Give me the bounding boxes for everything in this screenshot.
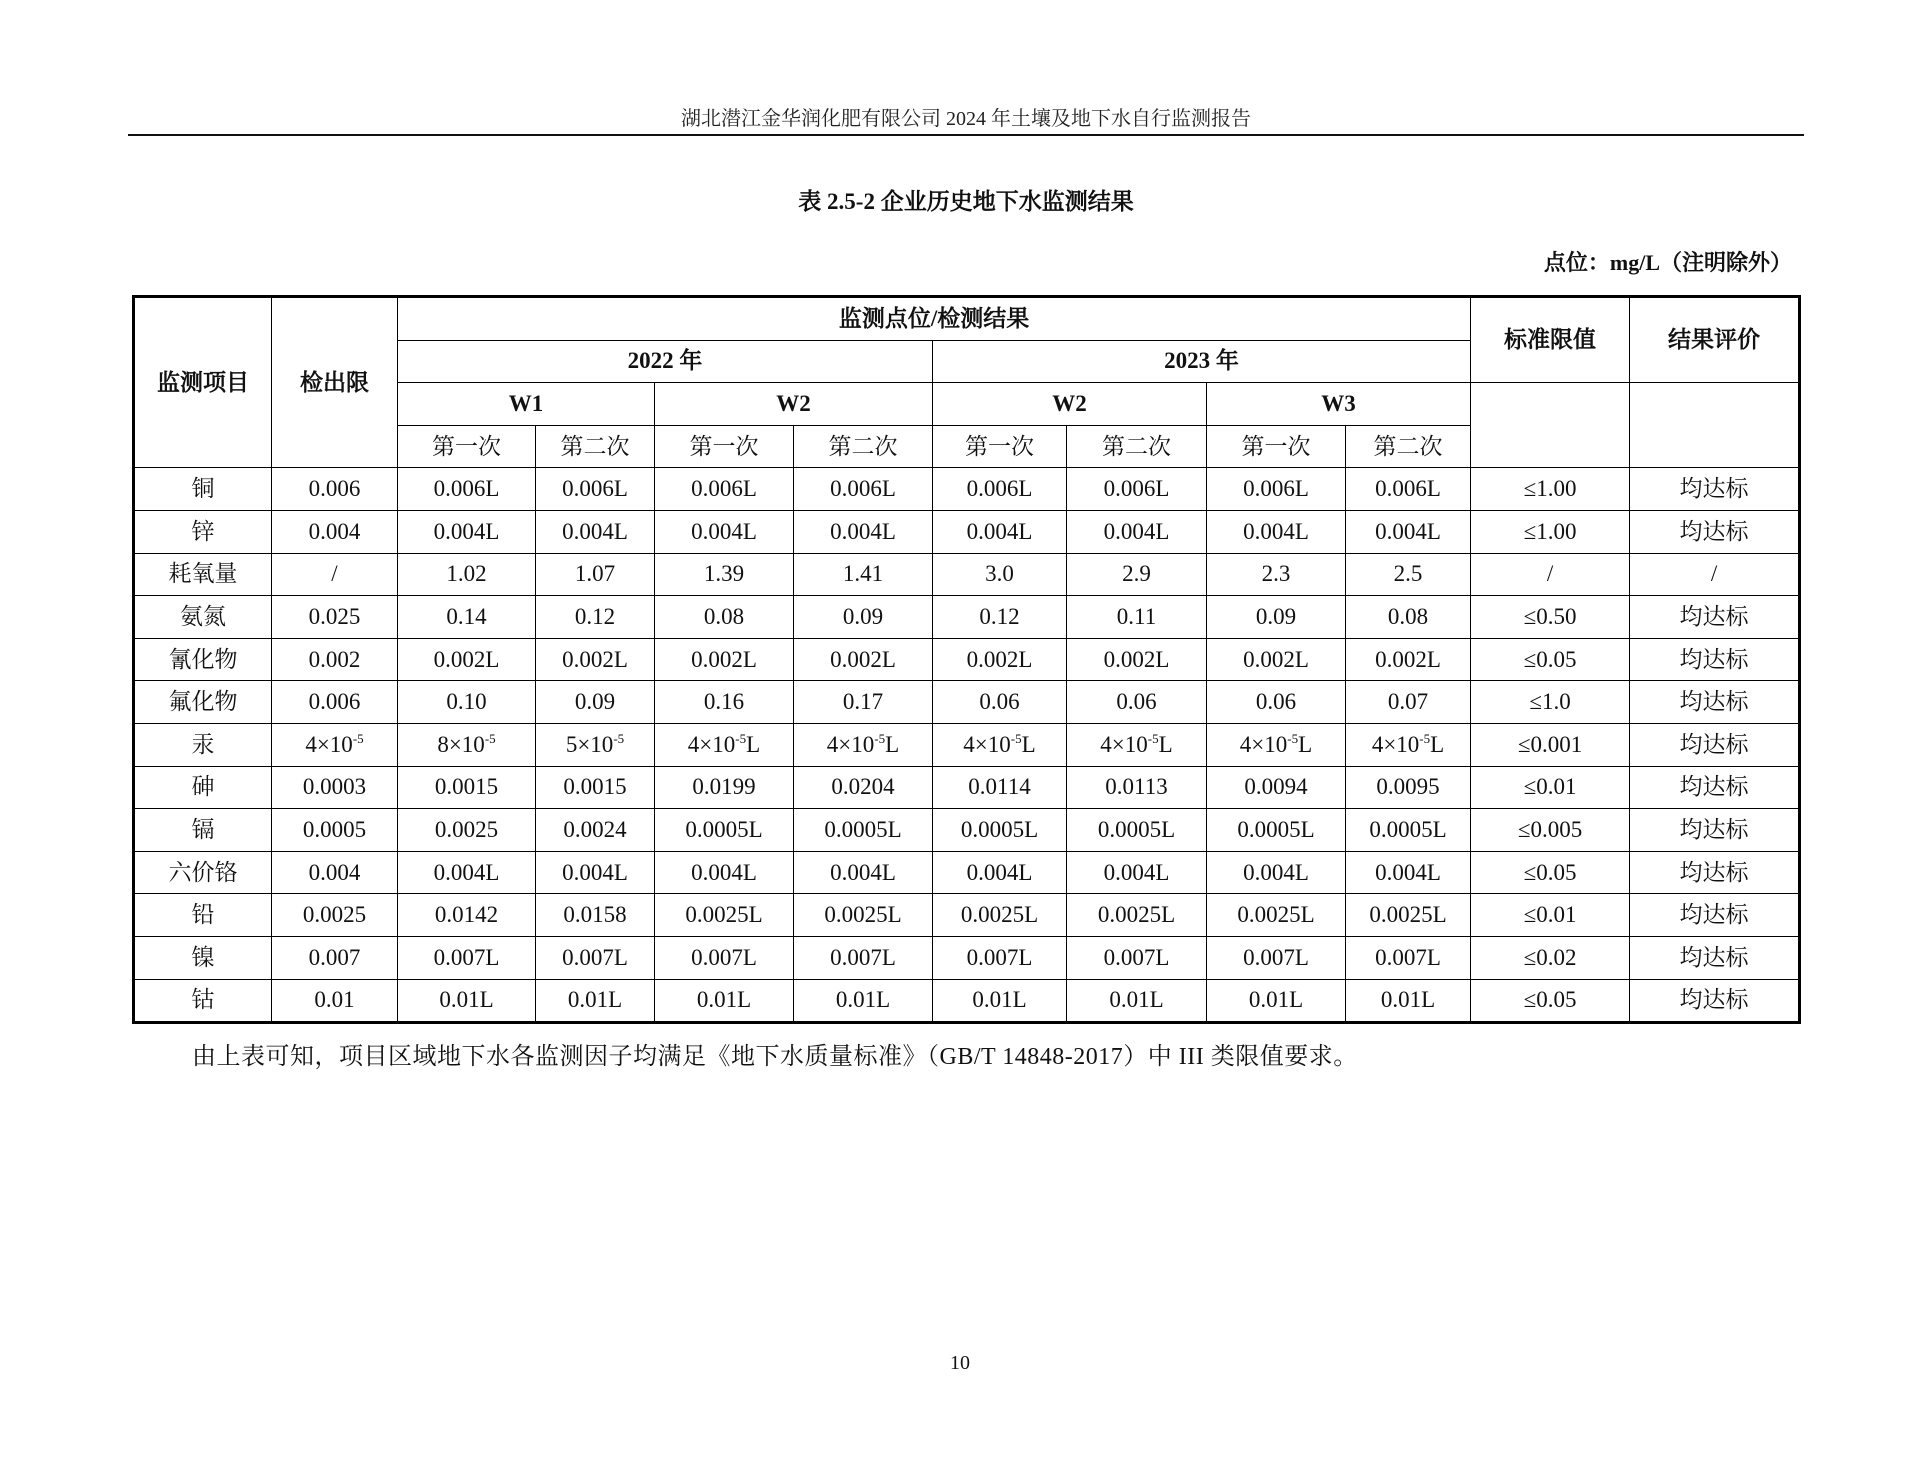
value-cell bbox=[1067, 723, 1207, 766]
value-suffix: L bbox=[1298, 731, 1313, 757]
value-cell: 1.02 bbox=[398, 553, 536, 596]
value-suffix: L bbox=[1430, 731, 1445, 757]
evaluation-cell: 均达标 bbox=[1630, 681, 1800, 724]
table-body bbox=[134, 297, 1800, 1023]
standard-cell: ≤0.50 bbox=[1471, 596, 1630, 639]
value-cell: 0.004L bbox=[933, 510, 1067, 553]
value-cell: 0.007L bbox=[1207, 936, 1346, 979]
evaluation-cell: 均达标 bbox=[1630, 468, 1800, 511]
value-cell: 0.007L bbox=[536, 936, 655, 979]
value-cell: 0.004L bbox=[1346, 510, 1471, 553]
table-row bbox=[134, 851, 1800, 894]
value-cell: 0.004L bbox=[655, 851, 794, 894]
value-base: 4×10 bbox=[305, 731, 353, 757]
value-cell: 0.0025L bbox=[1067, 894, 1207, 937]
value-cell: 0.0158 bbox=[536, 894, 655, 937]
value-cell: 0.004L bbox=[1067, 510, 1207, 553]
value-cell: 0.01L bbox=[655, 979, 794, 1023]
header-round: 第一次 bbox=[655, 425, 794, 468]
value-cell: 0.002L bbox=[1346, 638, 1471, 681]
value-suffix: L bbox=[885, 731, 900, 757]
value-base: 4×10 bbox=[826, 731, 875, 757]
value-exponent: -5 bbox=[1287, 730, 1299, 746]
table-row bbox=[134, 723, 1800, 766]
item-cell: 氨氮 bbox=[134, 596, 272, 639]
header-evaluation-blank bbox=[1630, 383, 1800, 468]
value-cell: 0.12 bbox=[933, 596, 1067, 639]
evaluation-cell: 均达标 bbox=[1630, 894, 1800, 937]
value-cell: 0.004L bbox=[1207, 510, 1346, 553]
value-cell: 0.004L bbox=[536, 510, 655, 553]
header-round: 第一次 bbox=[1207, 425, 1346, 468]
detection-limit-cell bbox=[272, 723, 398, 766]
value-cell: 0.002L bbox=[1067, 638, 1207, 681]
value-cell: 0.004L bbox=[1207, 851, 1346, 894]
value-cell bbox=[1346, 723, 1471, 766]
standard-cell: ≤0.01 bbox=[1471, 766, 1630, 809]
detection-limit-cell: 0.004 bbox=[272, 510, 398, 553]
value-base: 8×10 bbox=[437, 731, 485, 757]
value-cell bbox=[1207, 723, 1346, 766]
value-cell: 0.0005L bbox=[655, 809, 794, 852]
value-suffix: L bbox=[1021, 731, 1036, 757]
value-cell: 0.0025L bbox=[655, 894, 794, 937]
table-row bbox=[134, 638, 1800, 681]
value-cell: 0.12 bbox=[536, 596, 655, 639]
item-cell: 耗氧量 bbox=[134, 553, 272, 596]
value-cell: 0.08 bbox=[655, 596, 794, 639]
table-row bbox=[134, 510, 1800, 553]
value-cell: 0.11 bbox=[1067, 596, 1207, 639]
value-base: 4×10 bbox=[1100, 731, 1148, 757]
item-cell: 砷 bbox=[134, 766, 272, 809]
standard-cell: ≤1.00 bbox=[1471, 510, 1630, 553]
evaluation-cell: 均达标 bbox=[1630, 809, 1800, 852]
value-cell: 0.0199 bbox=[655, 766, 794, 809]
standard-cell: ≤1.00 bbox=[1471, 468, 1630, 511]
value-cell: 0.004L bbox=[794, 510, 933, 553]
header-round: 第二次 bbox=[794, 425, 933, 468]
value-cell: 0.006L bbox=[536, 468, 655, 511]
header-well: W1 bbox=[398, 383, 655, 426]
header-standard: 标准限值 bbox=[1471, 297, 1630, 383]
table-row bbox=[134, 468, 1800, 511]
evaluation-cell: 均达标 bbox=[1630, 979, 1800, 1023]
value-exponent: -5 bbox=[1010, 730, 1022, 746]
value-cell: 0.01L bbox=[536, 979, 655, 1023]
value-cell: 0.007L bbox=[1346, 936, 1471, 979]
item-cell: 汞 bbox=[134, 723, 272, 766]
item-cell: 镉 bbox=[134, 809, 272, 852]
value-cell: 0.0114 bbox=[933, 766, 1067, 809]
header-well: W3 bbox=[1207, 383, 1471, 426]
item-cell: 氰化物 bbox=[134, 638, 272, 681]
value-base: 4×10 bbox=[1239, 731, 1288, 757]
value-cell: 0.09 bbox=[794, 596, 933, 639]
evaluation-cell: 均达标 bbox=[1630, 936, 1800, 979]
value-cell: 3.0 bbox=[933, 553, 1067, 596]
detection-limit-cell: 0.004 bbox=[272, 851, 398, 894]
value-cell: 2.5 bbox=[1346, 553, 1471, 596]
header-points: 监测点位/检测结果 bbox=[398, 297, 1471, 341]
value-cell: 0.0015 bbox=[398, 766, 536, 809]
value-suffix: L bbox=[1158, 731, 1173, 757]
table-row bbox=[134, 894, 1800, 937]
value-exponent: -5 bbox=[874, 730, 886, 746]
value-cell: 0.01L bbox=[1346, 979, 1471, 1023]
value-cell: 0.0005L bbox=[933, 809, 1067, 852]
value-cell: 2.3 bbox=[1207, 553, 1346, 596]
value-cell: 0.0005L bbox=[1207, 809, 1346, 852]
value-cell: 0.007L bbox=[794, 936, 933, 979]
evaluation-cell: 均达标 bbox=[1630, 723, 1800, 766]
value-cell: 0.002L bbox=[398, 638, 536, 681]
standard-cell: ≤0.05 bbox=[1471, 979, 1630, 1023]
header-evaluation: 结果评价 bbox=[1630, 297, 1800, 383]
value-exponent: -5 bbox=[352, 730, 364, 746]
value-cell: 0.0025L bbox=[1207, 894, 1346, 937]
conclusion-text: 由上表可知，项目区域地下水各监测因子均满足《地下水质量标准》（GB/T 14848-2017）中 III 类限值要求。 bbox=[192, 1044, 1358, 1070]
value-cell: 0.002L bbox=[655, 638, 794, 681]
standard-cell: ≤0.005 bbox=[1471, 809, 1630, 852]
item-cell: 锌 bbox=[134, 510, 272, 553]
evaluation-cell: / bbox=[1630, 553, 1800, 596]
header-well: W2 bbox=[933, 383, 1207, 426]
value-exponent: -5 bbox=[1419, 730, 1431, 746]
value-cell: 0.004L bbox=[933, 851, 1067, 894]
value-cell: 0.006L bbox=[933, 468, 1067, 511]
value-cell: 0.0025 bbox=[398, 809, 536, 852]
value-cell: 0.0204 bbox=[794, 766, 933, 809]
value-cell: 0.06 bbox=[933, 681, 1067, 724]
item-cell: 铅 bbox=[134, 894, 272, 937]
value-cell: 0.0025L bbox=[933, 894, 1067, 937]
header-standard-blank bbox=[1471, 383, 1630, 468]
value-cell: 0.007L bbox=[655, 936, 794, 979]
header-rule bbox=[128, 134, 1804, 136]
table-row bbox=[134, 766, 1800, 809]
header-item: 监测项目 bbox=[134, 297, 272, 468]
standard-cell: ≤0.02 bbox=[1471, 936, 1630, 979]
value-cell: 0.0015 bbox=[536, 766, 655, 809]
value-cell: 0.006L bbox=[398, 468, 536, 511]
value-cell: 0.0005L bbox=[1346, 809, 1471, 852]
value-cell: 0.09 bbox=[1207, 596, 1346, 639]
value-cell: 0.006L bbox=[1346, 468, 1471, 511]
standard-cell: ≤0.05 bbox=[1471, 638, 1630, 681]
table-row bbox=[134, 596, 1800, 639]
value-cell: 0.004L bbox=[398, 510, 536, 553]
value-cell: 0.007L bbox=[1067, 936, 1207, 979]
detection-limit-cell: / bbox=[272, 553, 398, 596]
value-cell: 0.01L bbox=[398, 979, 536, 1023]
evaluation-cell: 均达标 bbox=[1630, 510, 1800, 553]
table-row bbox=[134, 553, 1800, 596]
value-cell: 0.002L bbox=[933, 638, 1067, 681]
value-cell bbox=[398, 723, 536, 766]
table-title: 表 2.5-2 企业历史地下水监测结果 bbox=[798, 189, 1134, 214]
value-cell: 2.9 bbox=[1067, 553, 1207, 596]
item-cell: 铜 bbox=[134, 468, 272, 511]
value-exponent: -5 bbox=[735, 730, 747, 746]
item-cell: 氟化物 bbox=[134, 681, 272, 724]
value-cell bbox=[655, 723, 794, 766]
value-base: 4×10 bbox=[687, 731, 736, 757]
value-base: 4×10 bbox=[1371, 731, 1420, 757]
header-year-2022: 2022 年 bbox=[398, 340, 933, 383]
table-row bbox=[134, 809, 1800, 852]
header-round: 第二次 bbox=[1346, 425, 1471, 468]
unit-note: 点位：mg/L（注明除外） bbox=[1543, 250, 1792, 275]
standard-cell: ≤0.001 bbox=[1471, 723, 1630, 766]
value-exponent: -5 bbox=[613, 730, 625, 746]
detection-limit-cell: 0.0005 bbox=[272, 809, 398, 852]
value-cell: 0.006L bbox=[1207, 468, 1346, 511]
evaluation-cell: 均达标 bbox=[1630, 638, 1800, 681]
value-cell: 0.08 bbox=[1346, 596, 1471, 639]
header-well: W2 bbox=[655, 383, 933, 426]
value-cell: 0.004L bbox=[1067, 851, 1207, 894]
detection-limit-cell: 0.006 bbox=[272, 681, 398, 724]
value-suffix: L bbox=[746, 731, 761, 757]
detection-limit-cell: 0.007 bbox=[272, 936, 398, 979]
page-header: 湖北潜江金华润化肥有限公司 2024 年土壤及地下水自行监测报告 bbox=[681, 108, 1251, 130]
value-cell: 0.006L bbox=[1067, 468, 1207, 511]
value-base: 4×10 bbox=[963, 731, 1011, 757]
item-cell: 镍 bbox=[134, 936, 272, 979]
value-cell: 0.10 bbox=[398, 681, 536, 724]
value-cell: 0.004L bbox=[794, 851, 933, 894]
value-cell bbox=[536, 723, 655, 766]
item-cell: 钴 bbox=[134, 979, 272, 1023]
value-cell: 0.004L bbox=[655, 510, 794, 553]
value-cell: 0.01L bbox=[933, 979, 1067, 1023]
table-row bbox=[134, 681, 1800, 724]
monitoring-results-table bbox=[132, 295, 1801, 1024]
value-cell bbox=[794, 723, 933, 766]
value-cell: 0.0113 bbox=[1067, 766, 1207, 809]
value-cell: 0.004L bbox=[398, 851, 536, 894]
page-number: 10 bbox=[950, 1352, 970, 1374]
value-cell: 0.004L bbox=[536, 851, 655, 894]
value-base: 5×10 bbox=[565, 731, 614, 757]
value-cell: 0.0024 bbox=[536, 809, 655, 852]
standard-cell: ≤1.0 bbox=[1471, 681, 1630, 724]
value-cell: 0.0142 bbox=[398, 894, 536, 937]
value-cell: 0.0025L bbox=[794, 894, 933, 937]
detection-limit-cell: 0.006 bbox=[272, 468, 398, 511]
value-cell: 1.41 bbox=[794, 553, 933, 596]
value-cell: 0.01L bbox=[1067, 979, 1207, 1023]
detection-limit-cell: 0.002 bbox=[272, 638, 398, 681]
value-cell: 0.007L bbox=[398, 936, 536, 979]
value-cell: 0.14 bbox=[398, 596, 536, 639]
header-year-2023: 2023 年 bbox=[933, 340, 1471, 383]
value-cell: 0.07 bbox=[1346, 681, 1471, 724]
header-detection-limit: 检出限 bbox=[272, 297, 398, 468]
value-cell: 0.0094 bbox=[1207, 766, 1346, 809]
value-cell: 0.006L bbox=[794, 468, 933, 511]
value-cell: 0.0095 bbox=[1346, 766, 1471, 809]
header-row-1 bbox=[134, 297, 1800, 341]
value-cell: 1.39 bbox=[655, 553, 794, 596]
standard-cell: / bbox=[1471, 553, 1630, 596]
value-cell: 0.007L bbox=[933, 936, 1067, 979]
value-cell: 0.06 bbox=[1207, 681, 1346, 724]
value-exponent: -5 bbox=[484, 730, 496, 746]
value-cell: 0.002L bbox=[794, 638, 933, 681]
evaluation-cell: 均达标 bbox=[1630, 766, 1800, 809]
table-row bbox=[134, 936, 1800, 979]
header-round: 第一次 bbox=[933, 425, 1067, 468]
table-row bbox=[134, 979, 1800, 1023]
evaluation-cell: 均达标 bbox=[1630, 596, 1800, 639]
item-cell: 六价铬 bbox=[134, 851, 272, 894]
value-cell: 0.01L bbox=[794, 979, 933, 1023]
value-cell: 0.09 bbox=[536, 681, 655, 724]
value-cell bbox=[933, 723, 1067, 766]
detection-limit-cell: 0.0003 bbox=[272, 766, 398, 809]
value-cell: 0.01L bbox=[1207, 979, 1346, 1023]
value-exponent: -5 bbox=[1147, 730, 1159, 746]
header-round: 第二次 bbox=[1067, 425, 1207, 468]
value-cell: 0.004L bbox=[1346, 851, 1471, 894]
value-cell: 1.07 bbox=[536, 553, 655, 596]
header-round: 第一次 bbox=[398, 425, 536, 468]
standard-cell: ≤0.05 bbox=[1471, 851, 1630, 894]
evaluation-cell: 均达标 bbox=[1630, 851, 1800, 894]
detection-limit-cell: 0.01 bbox=[272, 979, 398, 1023]
detection-limit-cell: 0.025 bbox=[272, 596, 398, 639]
value-cell: 0.17 bbox=[794, 681, 933, 724]
value-cell: 0.0005L bbox=[1067, 809, 1207, 852]
value-cell: 0.002L bbox=[536, 638, 655, 681]
detection-limit-cell: 0.0025 bbox=[272, 894, 398, 937]
value-cell: 0.006L bbox=[655, 468, 794, 511]
value-cell: 0.06 bbox=[1067, 681, 1207, 724]
standard-cell: ≤0.01 bbox=[1471, 894, 1630, 937]
header-round: 第二次 bbox=[536, 425, 655, 468]
value-cell: 0.16 bbox=[655, 681, 794, 724]
value-cell: 0.002L bbox=[1207, 638, 1346, 681]
value-cell: 0.0005L bbox=[794, 809, 933, 852]
value-cell: 0.0025L bbox=[1346, 894, 1471, 937]
